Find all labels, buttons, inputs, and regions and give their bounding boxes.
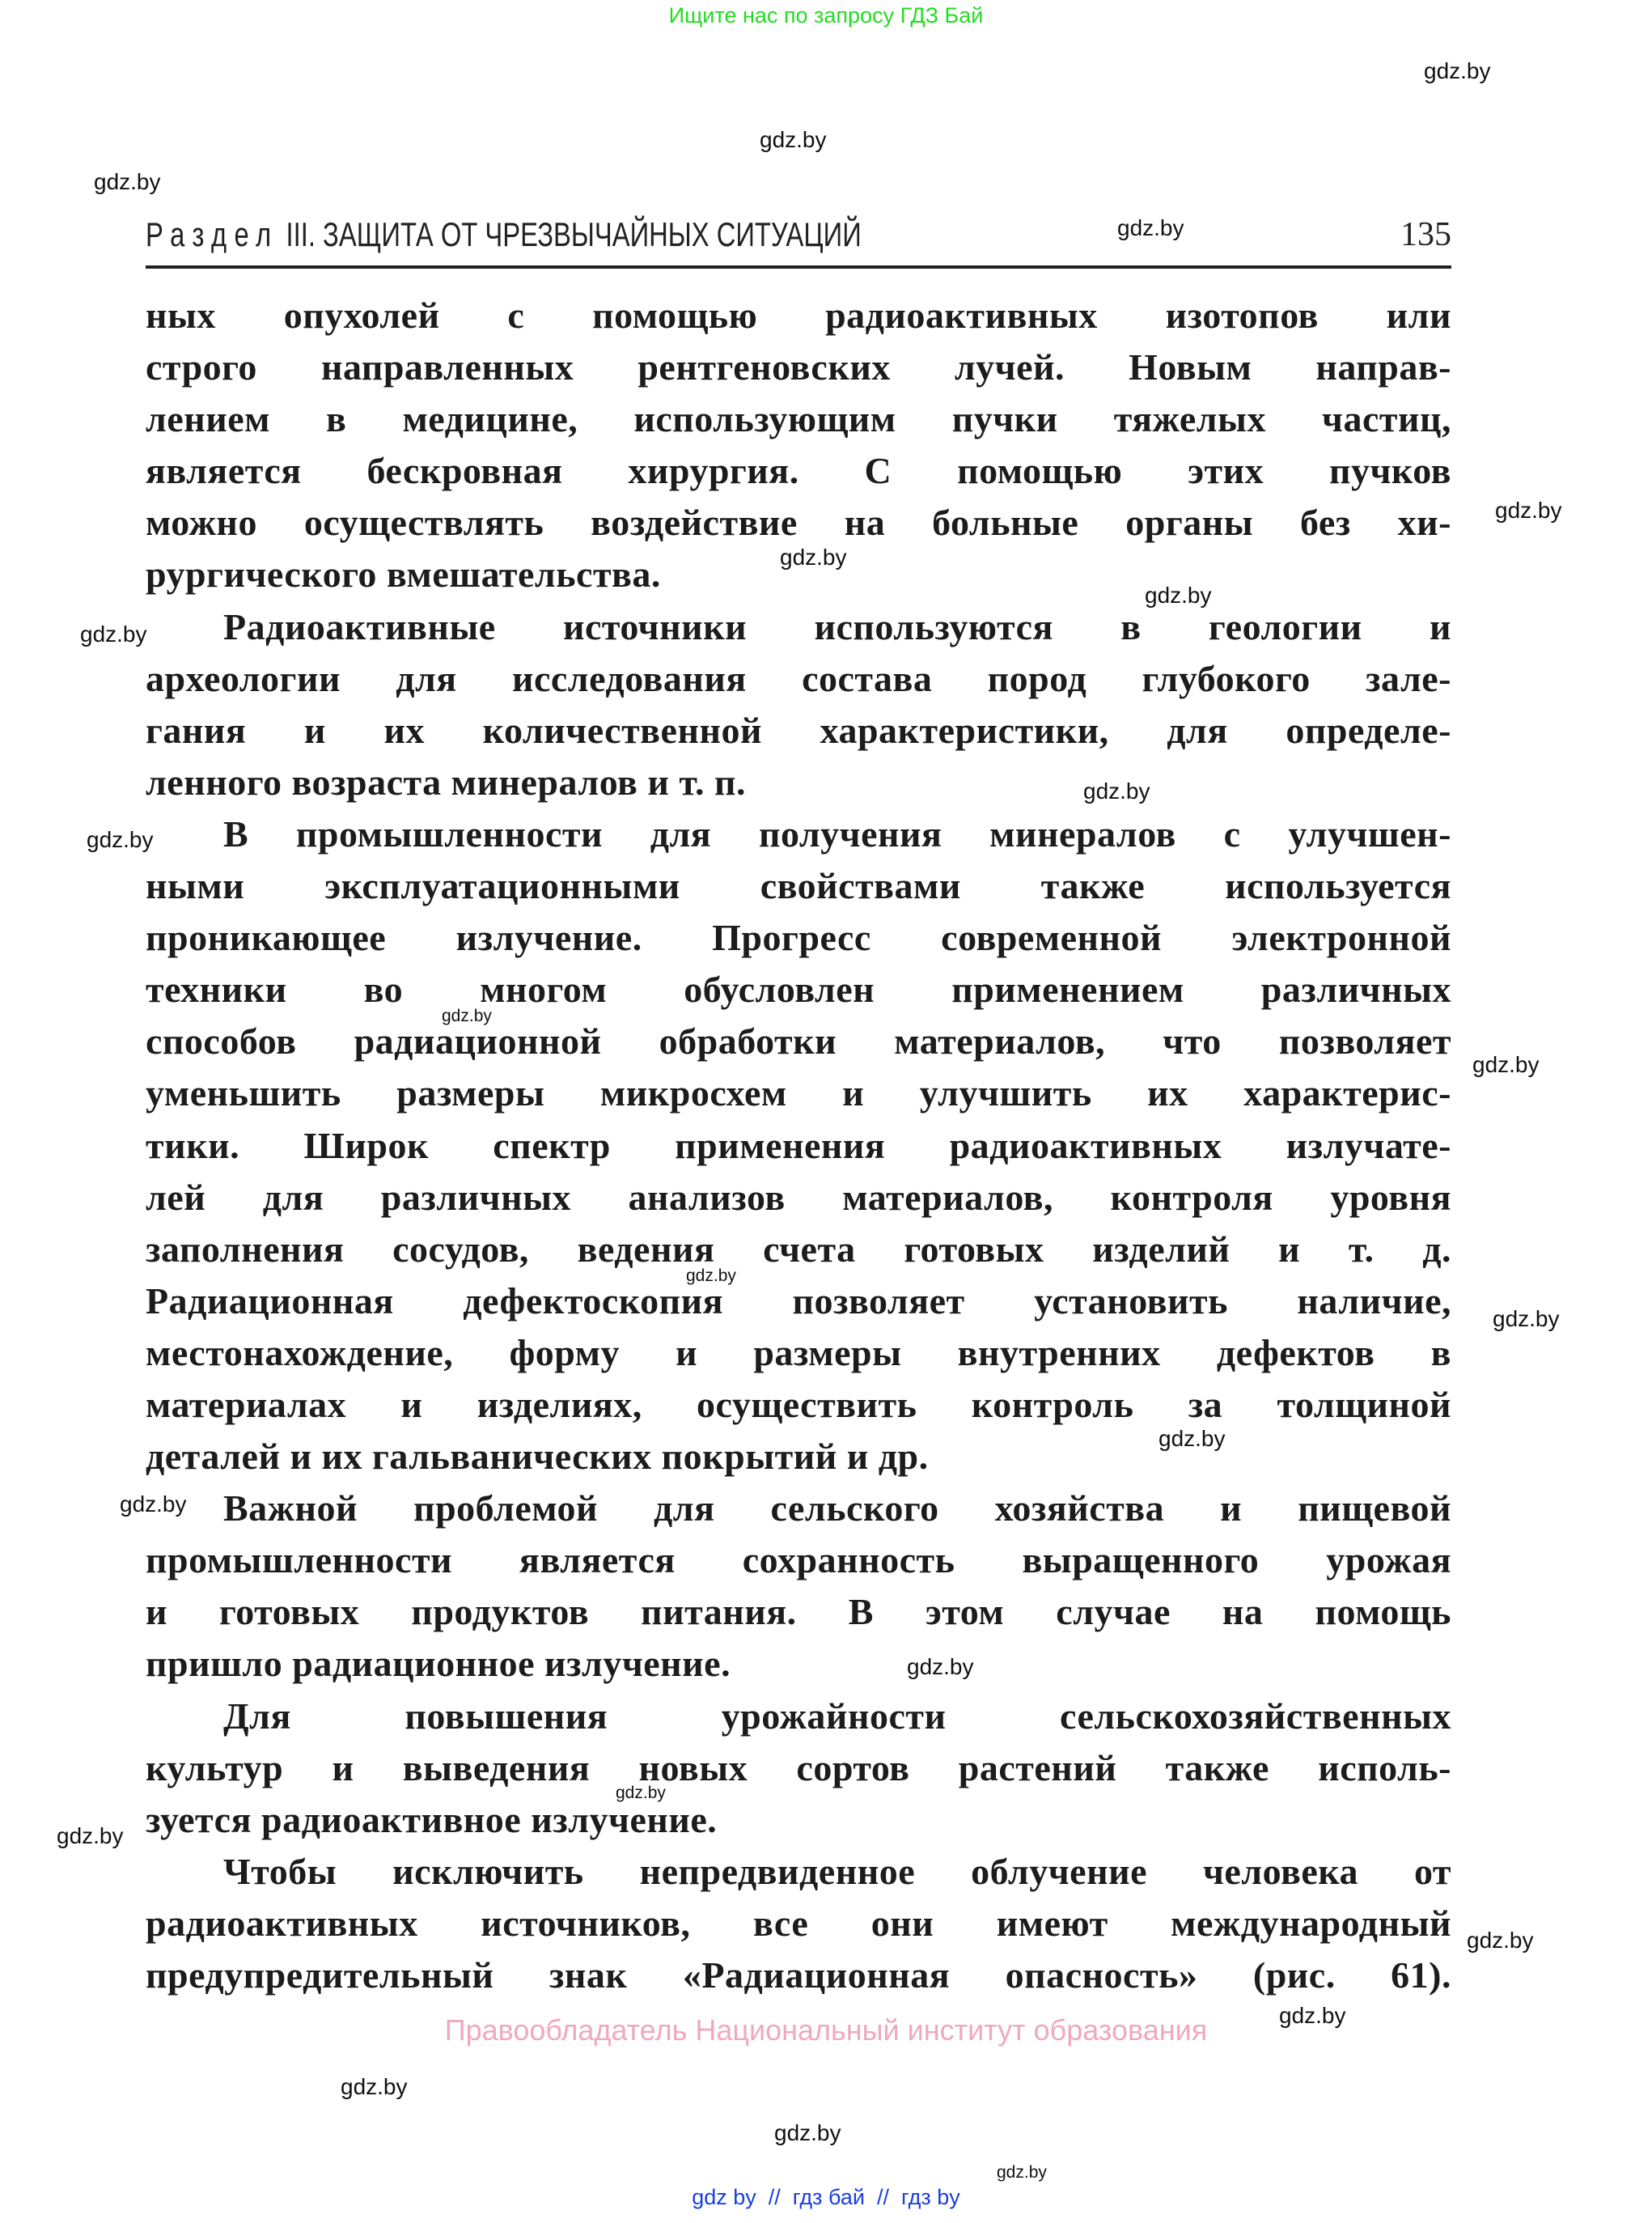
copyright-notice: Правообладатель Национальный институт образования bbox=[444, 2013, 1208, 2047]
text-line: строго направленных рентгеновских лучей. Новым направ- bbox=[146, 346, 1451, 388]
watermark: gdz.by bbox=[120, 1491, 187, 1517]
watermark: gdz.by bbox=[442, 1007, 492, 1025]
watermark: gdz.by bbox=[80, 622, 147, 647]
text-line: способов радиационной обработки материалов, что позволяет bbox=[146, 1020, 1451, 1063]
watermark: gdz.by bbox=[94, 169, 161, 194]
watermark: gdz.by bbox=[760, 127, 827, 152]
text-line: промышленности является сохранность выращенного урожая bbox=[146, 1539, 1451, 1581]
section-word: Раздел bbox=[146, 215, 279, 253]
text-line: ных опухолей с помощью радиоактивных изотопов или bbox=[146, 295, 1451, 336]
text-line: Чтобы исключить непредвиденное облучение человека от bbox=[223, 1850, 1451, 1892]
text-line: Радиационная дефектоскопия позволяет установить наличие, bbox=[146, 1279, 1451, 1321]
text-line: предупредительный знак «Радиационная опасность» (рис. 61). bbox=[146, 1954, 1451, 1996]
text-line: является бескровная хирургия. С помощью этих пучков bbox=[146, 450, 1451, 492]
text-line: проникающее излучение. Прогресс современной электронной bbox=[146, 917, 1451, 959]
watermark: gdz.by bbox=[780, 545, 847, 570]
watermark: gdz.by bbox=[1083, 778, 1150, 804]
watermark: gdz.by bbox=[1467, 1928, 1534, 1953]
text-line: пришло радиационное излучение. bbox=[146, 1643, 731, 1685]
watermark: gdz.by bbox=[907, 1654, 974, 1679]
text-line: Важной проблемой для сельского хозяйства и пищевой bbox=[223, 1487, 1451, 1529]
text-line: гания и их количественной характеристики, для определе- bbox=[146, 709, 1451, 751]
text-line: можно осуществлять воздействие на больные органы без хи- bbox=[146, 502, 1451, 544]
text-line: уменьшить размеры микросхем и улучшить их характерис- bbox=[146, 1072, 1451, 1114]
text-line: лей для различных анализов материалов, контроля уровня bbox=[146, 1176, 1451, 1218]
watermark: gdz.by bbox=[1424, 58, 1491, 83]
watermark: gdz.by bbox=[997, 2163, 1047, 2182]
watermark: gdz.by bbox=[1117, 215, 1184, 240]
top-banner: Ищите нас по запросу ГДЗ Бай bbox=[668, 3, 984, 28]
watermark: gdz.by bbox=[1279, 2003, 1346, 2028]
text-line: ленного возраста минералов и т. п. bbox=[146, 761, 747, 803]
watermark: gdz.by bbox=[341, 2074, 408, 2099]
section-name: III. ЗАЩИТА ОТ ЧРЕЗВЫЧАЙНЫХ СИТУАЦИЙ bbox=[286, 215, 862, 253]
page-header bbox=[146, 215, 1451, 269]
watermark: gdz.by bbox=[774, 2120, 841, 2145]
text-line: тики. Широк спектр применения радиоактивных излучате- bbox=[146, 1124, 1451, 1166]
text-line: техники во многом обусловлен применением различных bbox=[146, 969, 1451, 1011]
watermark: gdz.by bbox=[1145, 583, 1212, 608]
text-line: культур и выведения новых сортов растений также исполь- bbox=[146, 1746, 1451, 1788]
watermark: gdz.by bbox=[1472, 1052, 1540, 1077]
text-line: археологии для исследования состава пород глубокого зале- bbox=[146, 657, 1451, 699]
page-number: 135 bbox=[1400, 216, 1451, 253]
text-line: деталей и их гальванических покрытий и др. bbox=[146, 1436, 929, 1478]
watermark: gdz.by bbox=[1495, 498, 1562, 523]
text-line: материалах и изделиях, осуществить контроль за толщиной bbox=[146, 1383, 1451, 1425]
text-line: рургического вмешательства. bbox=[146, 554, 661, 596]
text-line: лением в медицине, использующим пучки тяжелых частиц, bbox=[146, 398, 1451, 440]
text-line: Радиоактивные источники используются в геологии и bbox=[223, 605, 1451, 647]
text-line: ными эксплуатационными свойствами также используется bbox=[146, 865, 1451, 907]
section-title bbox=[146, 215, 862, 254]
watermark: gdz.by bbox=[87, 827, 154, 852]
watermark: gdz.by bbox=[1493, 1306, 1560, 1331]
text-line: радиоактивных источников, все они имеют международный bbox=[146, 1902, 1451, 1944]
text-line: и готовых продуктов питания. В этом случае на помощь bbox=[146, 1591, 1451, 1633]
watermark: gdz.by bbox=[1159, 1426, 1226, 1451]
watermark: gdz.by bbox=[57, 1823, 124, 1848]
text-line: заполнения сосудов, ведения счета готовых изделий и т. д. bbox=[146, 1228, 1451, 1270]
text-line: местонахождение, форму и размеры внутренних дефектов в bbox=[146, 1331, 1451, 1373]
text-line: Для повышения урожайности сельскохозяйственных bbox=[223, 1695, 1451, 1737]
footer-links: gdz by // гдз бай // гдз by bbox=[692, 2185, 960, 2209]
text-line: зуется радиоактивное излучение. bbox=[146, 1798, 718, 1840]
watermark: gdz.by bbox=[686, 1266, 736, 1285]
watermark: gdz.by bbox=[616, 1784, 666, 1802]
text-line: В промышленности для получения минералов с улучшен- bbox=[223, 812, 1451, 855]
